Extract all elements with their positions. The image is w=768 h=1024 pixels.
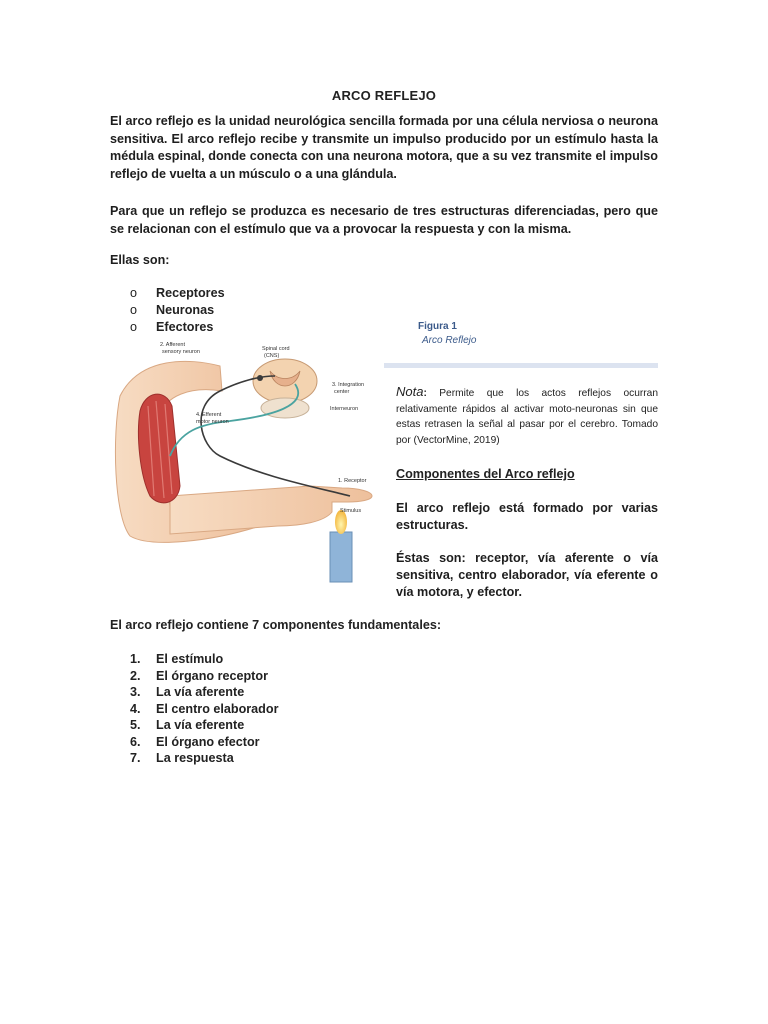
label-interneuron: Interneuron [330, 406, 359, 412]
bullet-marker: o [130, 303, 138, 317]
list-item-text: El centro elaborador [156, 701, 279, 716]
components-paragraph-1: El arco reflejo está formado por varias estructuras. [396, 501, 658, 532]
figure-label: Figura 1 [418, 321, 457, 332]
components-intro: El arco reflejo contiene 7 componentes fundamentales: [110, 618, 442, 632]
intro-paragraph: El arco reflejo es la unidad neurológica sencilla formada por una célula nerviosa o neurona sensitiva. El arco reflejo recibe y transmite un impulso producido por un estímulo hasta la médula espinal, donde conecta con una neurona motora, que a su vez transmite el impulso reflejo de vuelta a un músculo o a una glándula. [110, 114, 658, 181]
label-spinal-cord: Spinal cord [262, 346, 290, 352]
list-item-text: La respuesta [156, 751, 234, 765]
list-item-text: La vía aferente [156, 685, 245, 699]
figure-divider [384, 363, 658, 368]
list-number: 4. [130, 701, 141, 716]
list-item [130, 701, 278, 718]
components-heading: Componentes del Arco reflejo [396, 467, 575, 481]
list-item-text: Efectores [156, 320, 214, 334]
figure-subtitle: Arco Reflejo [422, 335, 477, 346]
list-item-text: Neuronas [156, 303, 215, 317]
note-text: Permite que los actos reflejos ocurran relativamente rápidos al activar moto-neuronas sin que estas retrasen la señal al pasar por el cerebro. Tomado por (VectorMine, 2019) [396, 388, 658, 446]
label-afferent-sub: sensory neuron [162, 349, 200, 355]
candle-shape [330, 532, 352, 582]
list-item [130, 302, 225, 319]
list-number: 3. [130, 685, 141, 699]
structures-list [130, 285, 225, 336]
label-integration-sub: center [334, 389, 350, 395]
note-label: Nota [396, 384, 424, 399]
list-intro: Ellas son: [110, 253, 170, 267]
list-item [130, 319, 225, 336]
list-number: 2. [130, 668, 141, 683]
label-stimulus: Stimulus [340, 508, 362, 514]
list-item-text: Receptores [156, 286, 225, 300]
list-item [130, 750, 278, 767]
components-paragraph-2: Éstas son: receptor, vía aferente o vía sensitiva, centro elaborador, vía eferente o vía motora, y efector. [396, 551, 658, 599]
list-number: 6. [130, 734, 141, 749]
list-number: 7. [130, 751, 141, 765]
list-item [130, 651, 278, 668]
list-item-text: El órgano efector [156, 734, 260, 749]
structures-paragraph: Para que un reflejo se produzca es necesario de tres estructuras diferenciadas, pero que se relacionan con el estímulo que va a provocar la respuesta y con la misma. [110, 204, 658, 236]
components-list [130, 651, 278, 767]
label-efferent: 4. Efferent [196, 412, 222, 418]
list-item [130, 285, 225, 302]
list-item-text: La vía eferente [156, 718, 245, 732]
reflex-arc-illustration [110, 336, 384, 586]
label-efferent-sub: motor neuron [196, 419, 229, 425]
list-item-text: El órgano receptor [156, 668, 268, 683]
bullet-marker: o [130, 320, 138, 334]
bullet-marker: o [130, 286, 138, 300]
list-item [130, 668, 278, 685]
list-item-text: El estímulo [156, 652, 224, 666]
list-item [130, 717, 278, 734]
ganglion-dot [257, 375, 263, 381]
list-number: 1. [130, 652, 141, 666]
label-spinal-cord-sub: (CNS) [264, 353, 280, 359]
page-title: ARCO REFLEJO [331, 88, 437, 103]
list-item [130, 684, 278, 701]
label-receptor: 1. Receptor [338, 478, 367, 484]
figure-note: Nota: Permite que los actos reflejos ocurran relativamente rápidos al activar moto-neuronas sin que estas retrasen la señal al pasar por el cerebro. Tomado por (VectorMine, 2019) [396, 384, 658, 446]
label-afferent: 2. Afferent [160, 342, 185, 348]
label-integration: 3. Integration [332, 382, 365, 388]
list-item [130, 734, 278, 751]
list-number: 5. [130, 718, 141, 732]
